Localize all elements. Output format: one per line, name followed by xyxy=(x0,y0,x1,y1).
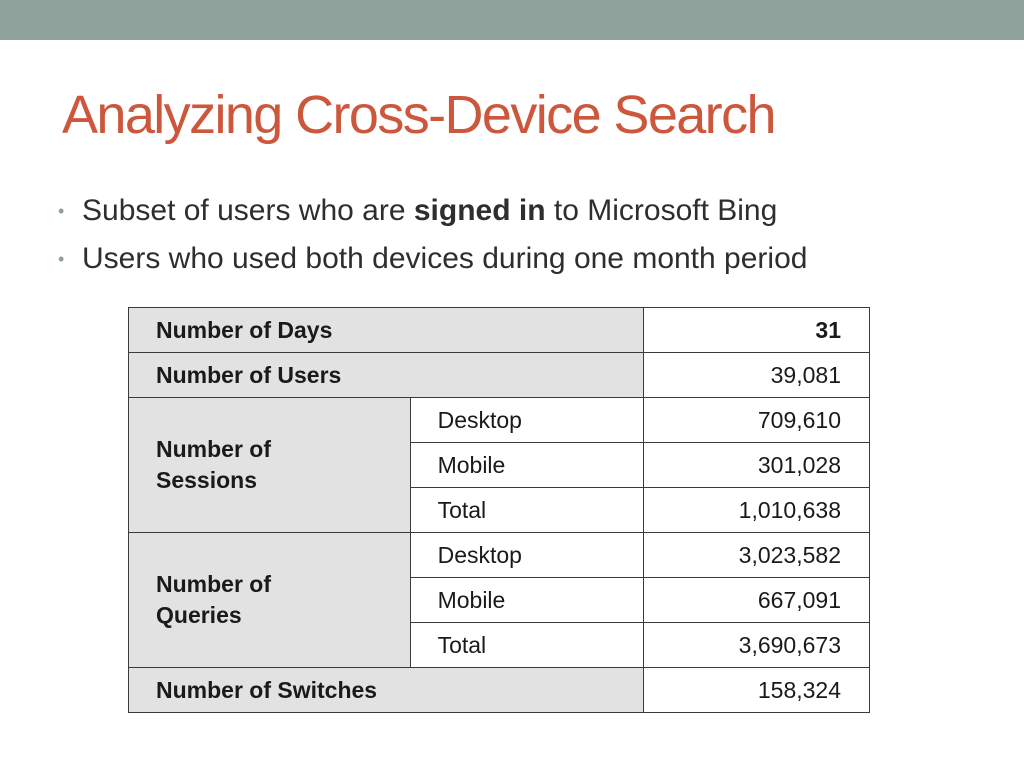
table-row-queries-desktop xyxy=(129,533,870,578)
sub-label: Desktop xyxy=(410,398,644,443)
sub-label: Total xyxy=(410,623,644,668)
slide-title: Analyzing Cross-Device Search xyxy=(62,85,775,145)
row-label-switches: Number of Switches xyxy=(129,668,644,713)
bullet-text-after: to Microsoft Bing xyxy=(545,194,778,227)
group-label-line: Number of xyxy=(156,436,271,462)
sub-label: Desktop xyxy=(410,533,644,578)
sub-value: 667,091 xyxy=(644,578,870,623)
sub-value: 301,028 xyxy=(644,443,870,488)
row-value-switches: 158,324 xyxy=(644,668,870,713)
stats-table xyxy=(128,307,870,713)
bullet-text: Users who used both devices during one month period xyxy=(82,242,808,275)
bullet-dot-icon: • xyxy=(58,201,65,221)
bullet-text-before: Subset of users who are xyxy=(82,194,414,227)
group-label-line: Number of xyxy=(156,571,271,597)
bullet-dot-icon: • xyxy=(58,249,65,269)
group-label-line: Sessions xyxy=(156,467,257,493)
sub-label: Mobile xyxy=(410,443,644,488)
table-row-days xyxy=(129,308,870,353)
bullet-list xyxy=(58,187,807,283)
row-value-days: 31 xyxy=(644,308,870,353)
bullet-bold-text: signed in xyxy=(413,194,546,227)
group-label-queries xyxy=(129,533,411,668)
sub-value: 3,023,582 xyxy=(644,533,870,578)
sub-value: 3,690,673 xyxy=(644,623,870,668)
bullet-item xyxy=(58,187,807,235)
group-label-line: Queries xyxy=(156,602,242,628)
row-label-days: Number of Days xyxy=(129,308,644,353)
row-value-users: 39,081 xyxy=(644,353,870,398)
table-row-users xyxy=(129,353,870,398)
sub-value: 709,610 xyxy=(644,398,870,443)
sub-label: Total xyxy=(410,488,644,533)
sub-value: 1,010,638 xyxy=(644,488,870,533)
table-row-switches xyxy=(129,668,870,713)
row-label-users: Number of Users xyxy=(129,353,644,398)
table-row-sessions-desktop xyxy=(129,398,870,443)
bullet-item xyxy=(58,235,807,283)
sub-label: Mobile xyxy=(410,578,644,623)
group-label-sessions xyxy=(129,398,411,533)
top-accent-bar xyxy=(0,0,1024,40)
